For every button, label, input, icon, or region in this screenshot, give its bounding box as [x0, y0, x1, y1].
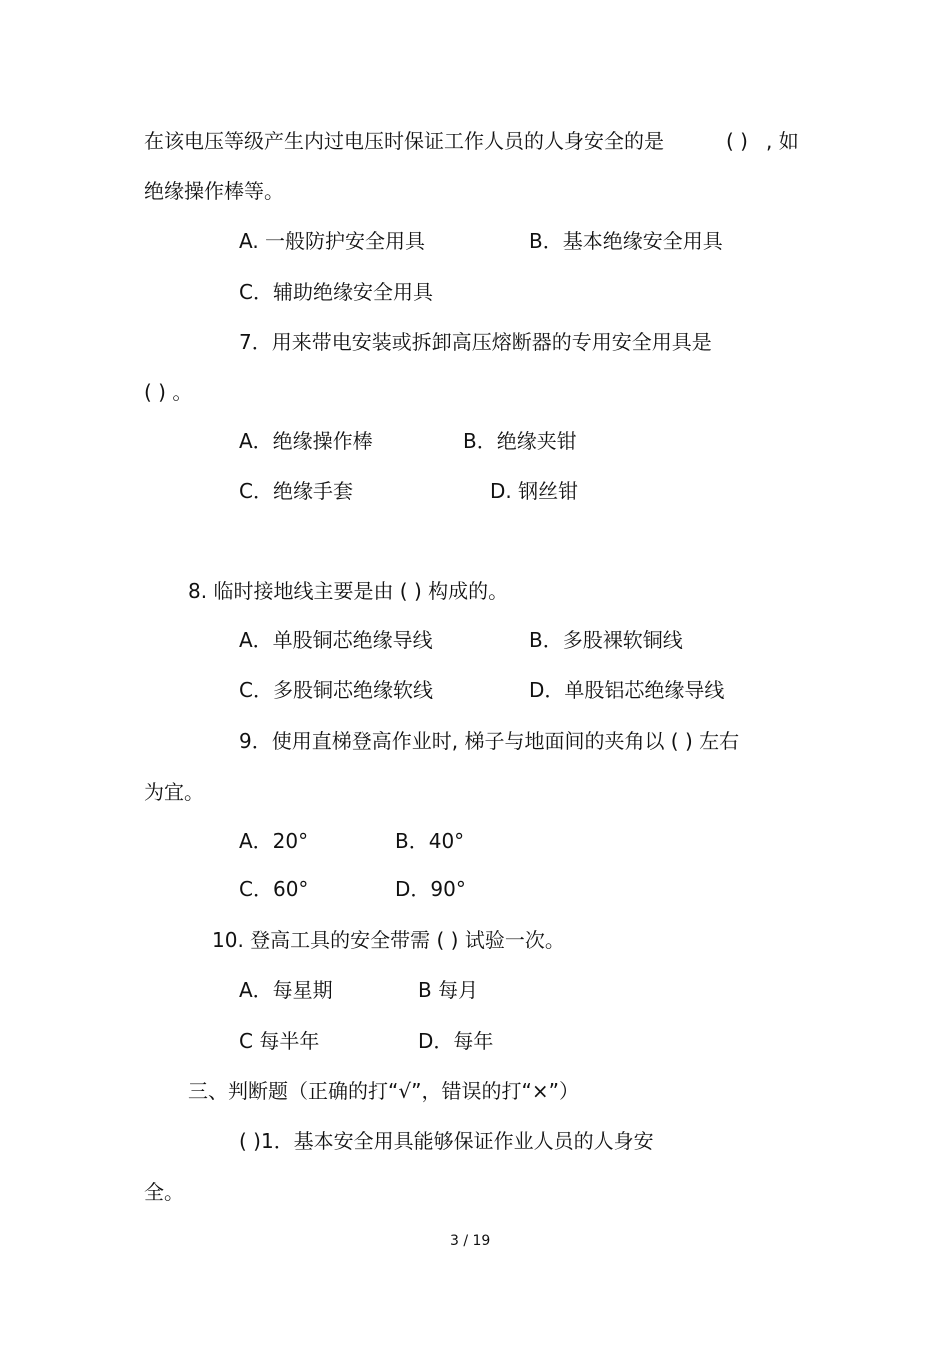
- q6-answer-paren: ( ): [726, 129, 748, 153]
- q9-stem-line-2: 为宜。: [144, 780, 204, 804]
- q7-stem-line-2: ( ) 。: [144, 380, 193, 404]
- q7-option-c: C．绝缘手套: [239, 479, 353, 503]
- q9-option-a: A．20°: [239, 829, 309, 853]
- q8-option-a: A．单股铜芯绝缘导线: [239, 628, 433, 652]
- q8-option-d: D．单股铝芯绝缘导线: [529, 678, 725, 702]
- q6-stem-line-1: 在该电压等级产生内过电压时保证工作人员的人身安全的是: [144, 129, 664, 153]
- q9-option-c: C．60°: [239, 877, 309, 901]
- q9-option-b: B．40°: [395, 829, 465, 853]
- q6-option-c: C．辅助绝缘安全用具: [239, 280, 433, 304]
- q8-option-c: C．多股铜芯绝缘软线: [239, 678, 433, 702]
- q7-option-d: D. 钢丝钳: [490, 479, 579, 503]
- page-number: 3 / 19: [450, 1233, 491, 1249]
- q9-stem-line-1: 9．使用直梯登高作业时, 梯子与地面间的夹角以 ( ) 左右: [239, 729, 740, 753]
- section-3-title: 三、判断题（正确的打“√”，错误的打“×”）: [188, 1079, 579, 1103]
- q10-stem: 10. 登高工具的安全带需 ( ) 试验一次。: [212, 928, 565, 952]
- q10-option-d: D．每年: [418, 1029, 494, 1053]
- q7-option-b: B．绝缘夹钳: [463, 429, 577, 453]
- q7-stem-line-1: 7．用来带电安装或拆卸高压熔断器的专用安全用具是: [239, 330, 712, 354]
- q9-option-d: D．90°: [395, 877, 466, 901]
- judgment-1-stem-line-1: ( )1．基本安全用具能够保证作业人员的人身安: [239, 1129, 654, 1153]
- q7-option-a: A．绝缘操作棒: [239, 429, 373, 453]
- q6-stem-line-2: 绝缘操作棒等。: [144, 179, 284, 203]
- q10-option-b: B 每月: [418, 978, 479, 1002]
- q8-option-b: B．多股裸软铜线: [529, 628, 683, 652]
- q6-stem-tail: , 如: [766, 129, 799, 153]
- q10-option-a: A．每星期: [239, 978, 333, 1002]
- q10-option-c: C 每半年: [239, 1029, 320, 1053]
- q6-option-b: B．基本绝缘安全用具: [529, 229, 723, 253]
- q6-option-a: A. 一般防护安全用具: [239, 229, 426, 253]
- judgment-1-stem-line-2: 全。: [144, 1180, 184, 1204]
- q8-stem: 8. 临时接地线主要是由 ( ) 构成的。: [188, 579, 509, 603]
